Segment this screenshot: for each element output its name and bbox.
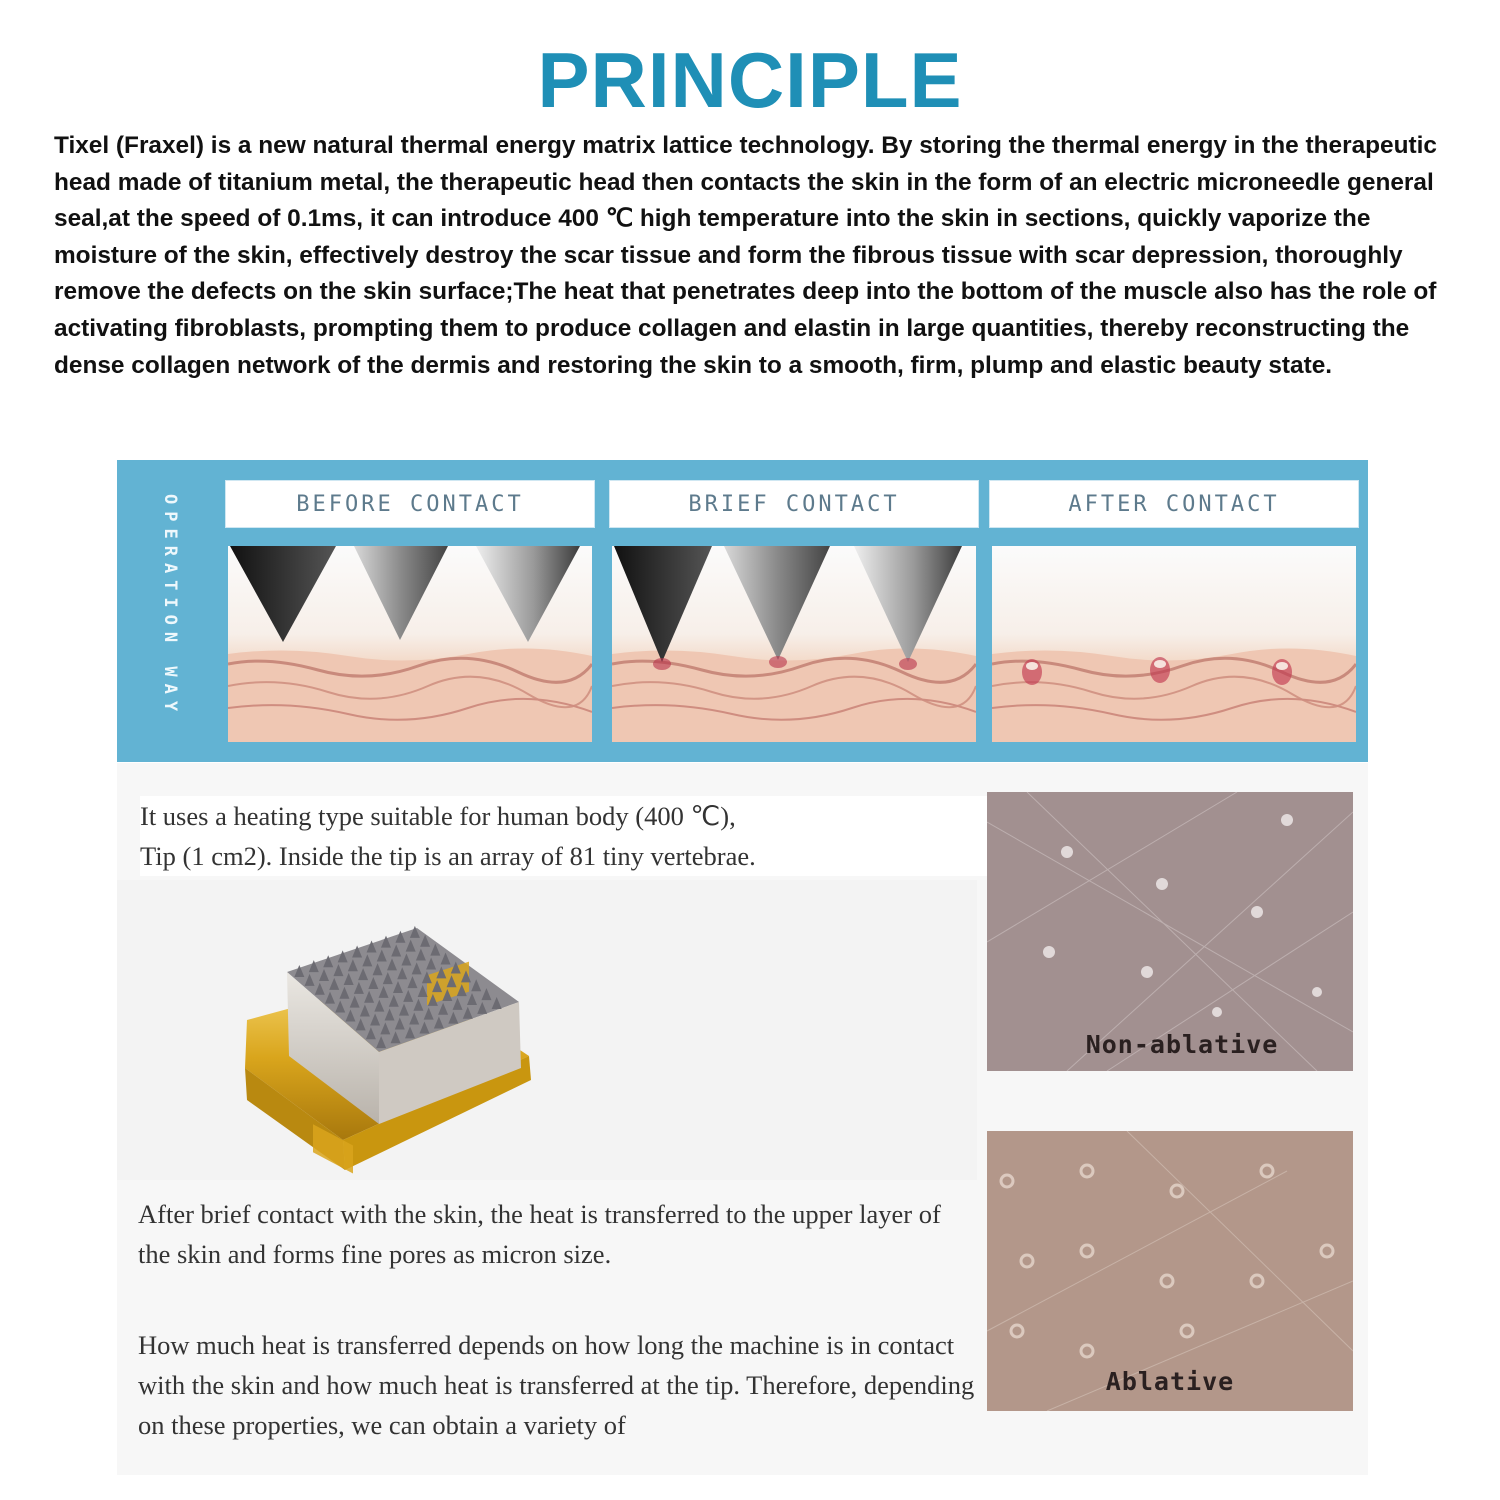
after-contact-drawing [992,546,1356,742]
brief-contact-illustration [612,546,976,742]
stage-before-contact [225,480,595,742]
stage-label-after-contact: AFTER CONTACT [989,480,1359,528]
tip-array-photo [117,880,977,1180]
non-ablative-label: Non-ablative [1085,1030,1279,1059]
stage-label-before-contact: BEFORE CONTACT [225,480,595,528]
after-contact-illustration [992,546,1356,742]
operation-way-label: OPERATION WAY [160,494,180,719]
brief-contact-drawing [612,546,976,742]
after-contact-text: After brief contact with the skin, the heat is transferred to the upper layer of the skin and forms fine pores as micron size. [138,1199,941,1269]
operation-side-bar [117,460,227,762]
stage-brief-contact [609,480,979,742]
page-title: PRINCIPLE [537,36,963,124]
intro-paragraph: Tixel (Fraxel) is a new natural thermal energy matrix lattice technology. By storing the thermal energy in the therapeutic head made of titanium metal, the therapeutic head then contacts the skin in the form of an electric microneedle general seal,at the speed of 0.1ms, it can introduce 400 ℃ high temperature into the skin in sections, quickly vaporize the moisture of the skin, effectively destroy the scar tissue and form the fibrous tissue with scar depression, thoroughly remove the defects on the skin surface;The heat that penetrates deep into the bottom of the muscle also has the role of activating fibroblasts, prompting them to produce collagen and elastin in large quantities, thereby reconstructing the dense collagen network of the dermis and restoring the skin to a smooth, firm, plump and elastic beauty state. [54,132,1437,379]
before-contact-illustration [228,546,592,742]
stage-after-contact [989,480,1359,742]
before-contact-drawing [228,546,592,742]
heating-type-text: It uses a heating type suitable for human body (400 ℃), Tip (1 cm2). Inside the tip is an array of 81 tiny vertebrae. [140,796,1000,876]
ablative-photo [987,1131,1353,1411]
tip-array-drawing [117,880,977,1180]
ablative-label: Ablative [1105,1367,1235,1396]
operation-way-banner [117,460,1368,762]
non-ablative-photo [987,792,1353,1071]
heat-amount-text: How much heat is transferred depends on how long the machine is in contact with the skin and how much heat is transferred at the tip. Therefore, depending on these properties, we can obtain a variety of [138,1330,975,1440]
stage-label-brief-contact: BRIEF CONTACT [609,480,979,528]
